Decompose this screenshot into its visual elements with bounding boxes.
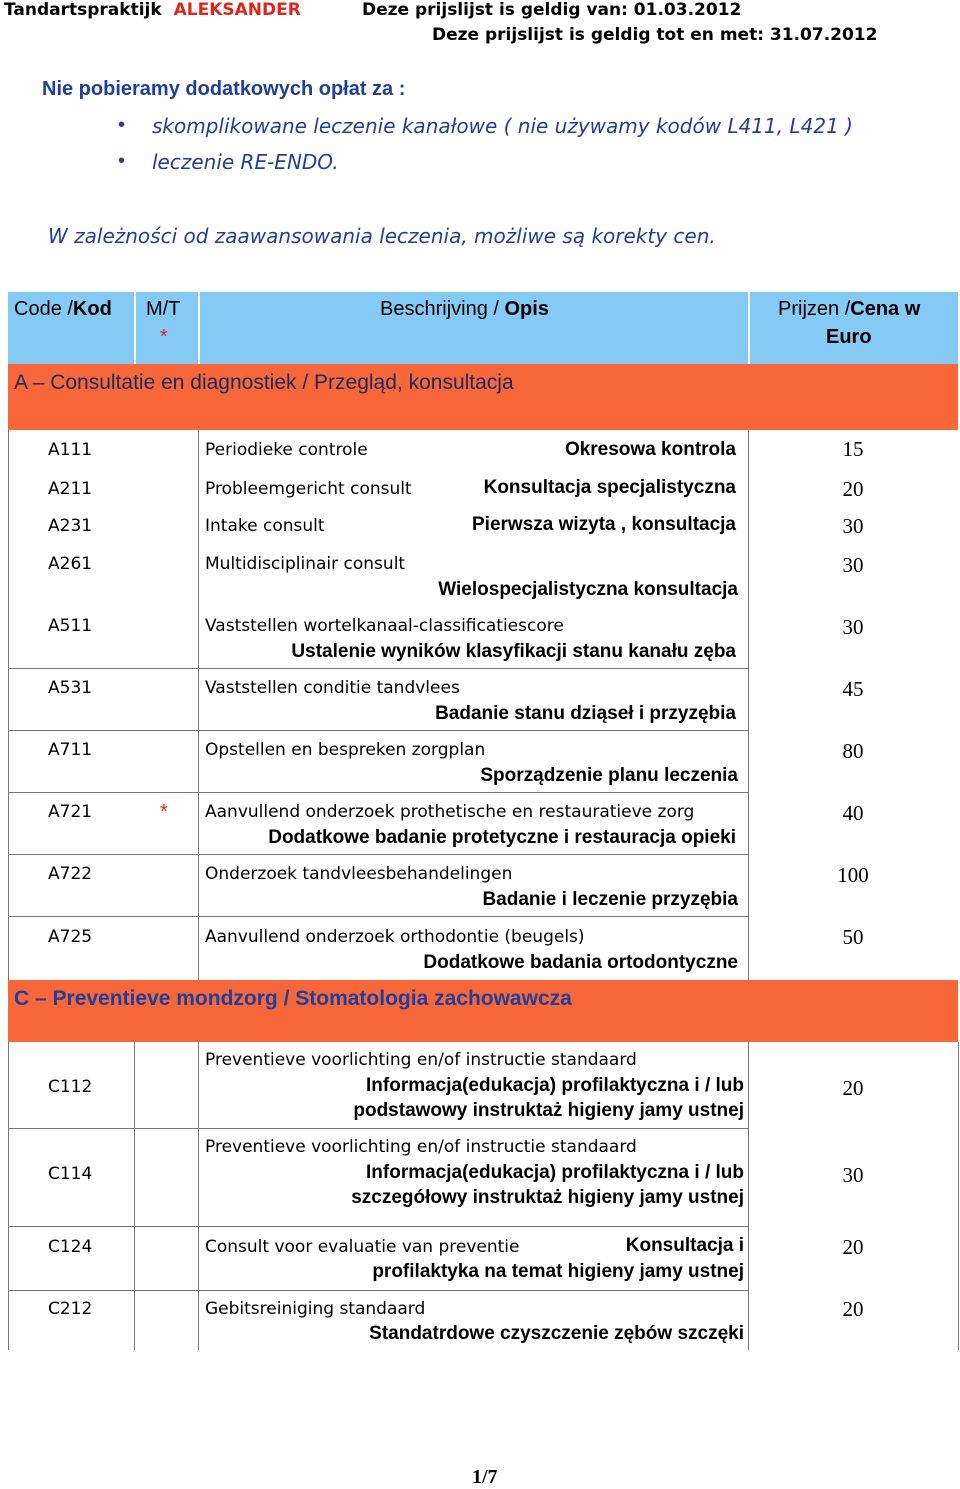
row-code: C212: [48, 1299, 93, 1319]
row-desc-nl: Vaststellen wortelkanaal-classificatiescore: [205, 616, 564, 636]
grid-line: [748, 1042, 749, 1350]
practice-label: Tandartspraktijk: [4, 0, 162, 20]
row-desc-pl: Pierwsza wizyta , konsultacja: [472, 514, 736, 535]
header-desc-nl: Beschrijving /: [380, 298, 505, 320]
row-desc-pl: Okresowa kontrola: [564, 439, 736, 460]
row-desc-pl: Dodatkowe badanie protetyczne i restauracja opieki: [268, 827, 736, 848]
row-desc-nl: Gebitsreiniging standaard: [205, 1299, 426, 1319]
grid-line: [8, 792, 748, 793]
row-desc-nl: Multidisciplinair consult: [205, 554, 406, 574]
row-desc-pl: Ustalenie wyników klasyfikacji stanu kanału zęba: [291, 641, 736, 662]
row-desc-pl: profilaktyka na temat higieny jamy ustnej: [372, 1261, 744, 1282]
row-desc-pl: szczegółowy instruktaż higieny jamy ustnej: [351, 1187, 744, 1208]
header-price-pl: Cena w: [850, 298, 921, 320]
notes-title: Nie pobieramy dodatkowych opłat za :: [42, 78, 406, 100]
bullet-icon: •: [118, 114, 126, 136]
row-price: 20: [842, 1297, 864, 1321]
practice-name: ALEKSANDER: [173, 0, 301, 20]
row-desc-pl: Konsultacja specjalistyczna: [483, 477, 736, 498]
row-desc-pl: Konsultacja i: [625, 1235, 744, 1256]
row-code: A725: [48, 927, 93, 947]
grid-line: [8, 916, 748, 917]
grid-line: [8, 1226, 748, 1227]
practice-header: [4, 0, 301, 20]
row-desc-pl: podstawowy instruktaż higieny jamy ustnej: [353, 1100, 744, 1121]
row-code: A261: [48, 554, 93, 574]
row-code: A711: [48, 740, 93, 760]
header-desc: [380, 298, 549, 321]
row-code: C124: [48, 1237, 93, 1257]
header-code-nl: Code /: [14, 298, 73, 320]
row-code: C114: [48, 1164, 93, 1184]
page-number: 1/7: [472, 1466, 498, 1488]
grid-line: [748, 430, 749, 980]
row-desc-nl: Probleemgericht consult: [205, 479, 412, 499]
row-price: 30: [842, 1163, 864, 1187]
row-desc-pl: Informacja(edukacja) profilaktyczna i / lub: [366, 1162, 744, 1183]
row-price: 100: [837, 863, 869, 887]
row-price: 20: [842, 1076, 864, 1100]
header-code: [14, 298, 112, 321]
row-desc-pl: Informacja(edukacja) profilaktyczna i / lub: [366, 1075, 744, 1096]
grid-line: [8, 1290, 748, 1291]
row-mt-star: *: [160, 801, 168, 823]
row-price: 20: [842, 1235, 864, 1259]
price-correction-note: W zależności od zaawansowania leczenia, możliwe są korekty cen.: [48, 224, 716, 248]
header-price: [778, 298, 920, 321]
row-price: 30: [842, 514, 864, 538]
grid-line: [8, 1042, 9, 1350]
row-price: 45: [842, 677, 864, 701]
header-mt: M/T: [146, 298, 181, 320]
row-desc-nl: Preventieve voorlichting en/of instructie standaard: [205, 1137, 637, 1157]
row-code: A511: [48, 616, 93, 636]
row-code: A111: [48, 440, 93, 460]
row-desc-nl: Preventieve voorlichting en/of instructie standaard: [205, 1050, 637, 1070]
grid-line: [8, 668, 748, 669]
valid-from: Deze prijslijst is geldig van: 01.03.2012: [362, 0, 742, 20]
row-desc-nl: Intake consult: [205, 516, 325, 536]
section-c-title: C – Preventieve mondzorg / Stomatologia zachowawcza: [14, 987, 572, 1010]
valid-to: Deze prijslijst is geldig tot en met: 31.07.2012: [432, 25, 878, 45]
header-code-pl: Kod: [72, 298, 112, 320]
row-code: A231: [48, 516, 93, 536]
row-price: 50: [842, 925, 864, 949]
row-code: A531: [48, 678, 93, 698]
section-a-title: A – Consultatie en diagnostiek / Przegląd, konsultacja: [14, 371, 514, 394]
bullet-icon: •: [118, 150, 126, 172]
grid-line: [8, 430, 9, 980]
row-desc-pl: Badanie stanu dziąseł i przyzębia: [435, 703, 736, 724]
grid-line: [958, 1042, 959, 1350]
row-desc-nl: Consult voor evaluatie van preventie: [205, 1237, 520, 1257]
row-desc-pl: Dodatkowe badania ortodontyczne: [423, 952, 738, 973]
row-desc-pl: Wielospecjalistyczna konsultacja: [438, 579, 738, 600]
row-code: A211: [48, 479, 93, 499]
row-code: A722: [48, 864, 93, 884]
row-desc-pl: Sporządzenie planu leczenia: [480, 765, 738, 786]
row-desc-nl: Vaststellen conditie tandvlees: [205, 678, 460, 698]
header-price-unit: Euro: [826, 326, 872, 348]
grid-line: [198, 430, 199, 980]
row-price: 40: [842, 801, 864, 825]
grid-line: [8, 730, 748, 731]
header-desc-pl: Opis: [504, 298, 549, 320]
note-item: skomplikowane leczenie kanałowe ( nie używamy kodów L411, L421 ): [152, 114, 853, 138]
row-desc-pl: Badanie i leczenie przyzębia: [482, 889, 738, 910]
note-item: leczenie RE-ENDO.: [152, 150, 339, 174]
row-desc-nl: Opstellen en bespreken zorgplan: [205, 740, 486, 760]
row-price: 20: [842, 477, 864, 501]
row-desc-nl: Periodieke controle: [205, 440, 368, 460]
row-desc-nl: Aanvullend onderzoek prothetische en restauratieve zorg: [205, 802, 695, 822]
grid-line: [134, 1042, 135, 1350]
row-price: 30: [842, 553, 864, 577]
row-price: 80: [842, 739, 864, 763]
row-price: 15: [842, 437, 864, 461]
row-price: 30: [842, 615, 864, 639]
header-price-nl: Prijzen /: [778, 298, 851, 320]
row-code: A721: [48, 802, 93, 822]
grid-line: [8, 854, 748, 855]
grid-line: [8, 1128, 748, 1129]
header-mt-star: *: [160, 326, 168, 348]
row-desc-pl: Standatrdowe czyszczenie zębów szczęki: [369, 1323, 744, 1344]
row-code: C112: [48, 1077, 93, 1097]
row-desc-nl: Aanvullend onderzoek orthodontie (beugels): [205, 927, 585, 947]
grid-line: [198, 1042, 199, 1350]
row-desc-nl: Onderzoek tandvleesbehandelingen: [205, 864, 513, 884]
